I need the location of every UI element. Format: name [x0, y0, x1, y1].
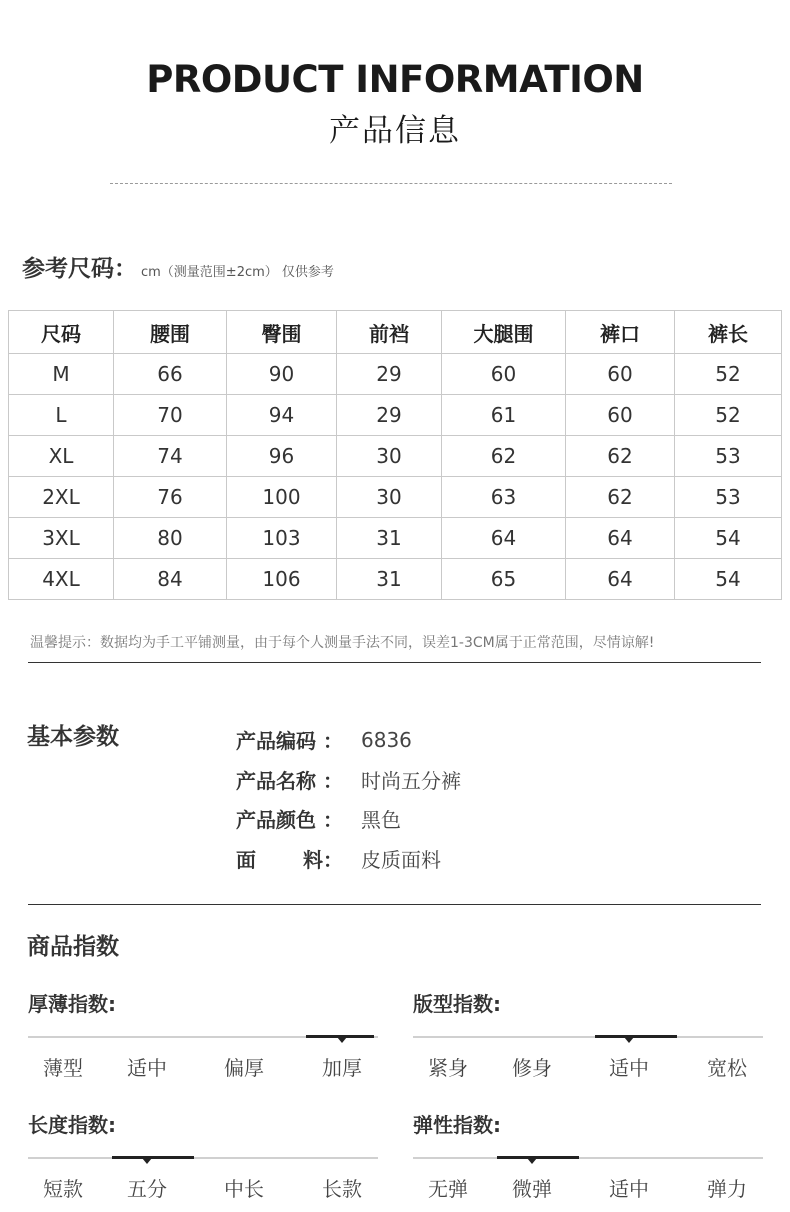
index-scale: [413, 1109, 763, 1207]
size-cell: 4XL: [9, 559, 114, 600]
basic-params: [236, 720, 461, 878]
table-row: [9, 395, 782, 436]
table-header: 大腿围: [442, 311, 566, 354]
measure-cell: 90: [227, 354, 337, 395]
divider: [28, 662, 761, 663]
param-key: [236, 804, 361, 833]
size-reference: [22, 250, 334, 283]
table-header: 前裆: [337, 311, 442, 354]
table-row: [9, 518, 782, 559]
index-scale-options: [413, 1046, 763, 1086]
measure-cell: 84: [114, 559, 227, 600]
param-key-char: 料: [303, 847, 323, 872]
table-header: 尺码: [9, 311, 114, 354]
param-row-fabric: [236, 839, 461, 879]
table-header: 裤口: [566, 311, 675, 354]
size-cell: L: [9, 395, 114, 436]
param-row-code: [236, 720, 461, 760]
index-scale-options: [413, 1167, 763, 1207]
index-scale-option: 中长: [224, 1177, 264, 1201]
param-value: 时尚五分裤: [361, 768, 461, 793]
measure-cell: 70: [114, 395, 227, 436]
index-scale-option: 短款: [43, 1177, 83, 1201]
measure-cell: 31: [337, 518, 442, 559]
header: [0, 58, 790, 150]
size-cell: 3XL: [9, 518, 114, 559]
basic-params-title: 基本参数: [27, 724, 119, 750]
measure-cell: 66: [114, 354, 227, 395]
param-key-char: 面: [236, 847, 256, 872]
index-scale-option: 薄型: [43, 1056, 83, 1080]
index-scale-track: [413, 1157, 763, 1159]
table-row: [9, 436, 782, 477]
table-row: [9, 559, 782, 600]
measure-cell: 64: [442, 518, 566, 559]
table-row: [9, 354, 782, 395]
measure-cell: 52: [675, 395, 782, 436]
measure-cell: 63: [442, 477, 566, 518]
param-key-label: 产品名称: [236, 768, 316, 793]
param-key-label: [236, 844, 323, 873]
param-value: 黑色: [361, 808, 401, 833]
index-scale-option: 微弹: [512, 1177, 552, 1201]
param-key-label: 产品编码: [236, 729, 316, 754]
measure-cell: 30: [337, 436, 442, 477]
measure-cell: 53: [675, 477, 782, 518]
index-scale-options: [28, 1046, 378, 1086]
measure-cell: 76: [114, 477, 227, 518]
param-key: [236, 765, 361, 794]
index-scale-option: 修身: [512, 1056, 552, 1080]
param-key-label: 产品颜色: [236, 808, 316, 833]
measure-cell: 54: [675, 518, 782, 559]
dashed-divider: [110, 183, 672, 184]
size-cell: XL: [9, 436, 114, 477]
index-scale-selected-bar: [497, 1156, 579, 1159]
index-scale-pointer-icon: [527, 1158, 537, 1164]
measure-cell: 60: [566, 354, 675, 395]
index-scale-option: 无弹: [428, 1177, 468, 1201]
divider: [28, 904, 761, 905]
param-key: [236, 844, 361, 873]
index-scale: [28, 1109, 378, 1207]
size-reference-note: cm（测量范围±2cm） 仅供参考: [141, 265, 334, 280]
table-header: 腰围: [114, 311, 227, 354]
measure-cell: 80: [114, 518, 227, 559]
measure-cell: 106: [227, 559, 337, 600]
measure-cell: 74: [114, 436, 227, 477]
measure-cell: 62: [566, 477, 675, 518]
measure-cell: 64: [566, 559, 675, 600]
measure-cell: 60: [566, 395, 675, 436]
param-row-color: [236, 799, 461, 839]
index-scale: [28, 988, 378, 1086]
index-scale-pointer-icon: [337, 1037, 347, 1043]
measure-cell: 65: [442, 559, 566, 600]
param-colon: ：: [323, 847, 343, 872]
size-table: [8, 310, 782, 600]
index-scale-track: [28, 1036, 378, 1038]
measure-cell: 103: [227, 518, 337, 559]
product-index-title: 商品指数: [27, 934, 119, 960]
table-header: 裤长: [675, 311, 782, 354]
param-value: 6836: [361, 727, 412, 752]
measure-cell: 29: [337, 395, 442, 436]
measure-cell: 64: [566, 518, 675, 559]
measure-cell: 96: [227, 436, 337, 477]
measure-cell: 60: [442, 354, 566, 395]
measure-cell: 94: [227, 395, 337, 436]
index-scale-pointer-icon: [142, 1158, 152, 1164]
measurement-tip: 温馨提示：数据均为手工平铺测量，由于每个人测量手法不同，误差1-3CM属于正常范围，尽情谅解!: [30, 635, 655, 651]
index-scale-option: 宽松: [707, 1056, 747, 1080]
index-scale-option: 紧身: [428, 1056, 468, 1080]
index-scale-option: 适中: [609, 1177, 649, 1201]
index-scale-label: 版型指数:: [413, 992, 501, 1016]
index-scale-label: 厚薄指数:: [28, 992, 116, 1016]
index-scale-option: 长款: [322, 1177, 362, 1201]
index-scale-option: 弹力: [707, 1177, 747, 1201]
table-header: 臀围: [227, 311, 337, 354]
index-scale-track: [28, 1157, 378, 1159]
size-reference-title: 参考尺码：: [22, 256, 137, 282]
index-scale-selected-bar: [595, 1035, 677, 1038]
title-cn: 产品信息: [329, 113, 461, 149]
index-scale-pointer-icon: [624, 1037, 634, 1043]
size-cell: M: [9, 354, 114, 395]
param-key: [236, 725, 361, 754]
measure-cell: 31: [337, 559, 442, 600]
index-scale-option: 偏厚: [224, 1056, 264, 1080]
size-cell: 2XL: [9, 477, 114, 518]
param-colon: ：: [323, 729, 343, 754]
index-scale-option: 加厚: [322, 1056, 362, 1080]
table-header-row: [9, 311, 782, 354]
table-row: [9, 477, 782, 518]
index-scale: [413, 988, 763, 1086]
index-scale-options: [28, 1167, 378, 1207]
index-scale-option: 五分: [127, 1177, 167, 1201]
measure-cell: 52: [675, 354, 782, 395]
index-scale-selected-bar: [112, 1156, 194, 1159]
index-scale-track: [413, 1036, 763, 1038]
param-colon: ：: [323, 768, 343, 793]
index-scale-label: 长度指数:: [28, 1113, 116, 1137]
measure-cell: 29: [337, 354, 442, 395]
measure-cell: 62: [566, 436, 675, 477]
index-scale-option: 适中: [609, 1056, 649, 1080]
measure-cell: 61: [442, 395, 566, 436]
param-colon: ：: [323, 808, 343, 833]
measure-cell: 30: [337, 477, 442, 518]
index-scale-label: 弹性指数:: [413, 1113, 501, 1137]
measure-cell: 53: [675, 436, 782, 477]
measure-cell: 62: [442, 436, 566, 477]
measure-cell: 54: [675, 559, 782, 600]
index-scale-option: 适中: [127, 1056, 167, 1080]
measure-cell: 100: [227, 477, 337, 518]
title-en: PRODUCT INFORMATION: [146, 58, 644, 101]
param-value: 皮质面料: [361, 847, 441, 872]
param-row-name: [236, 760, 461, 800]
